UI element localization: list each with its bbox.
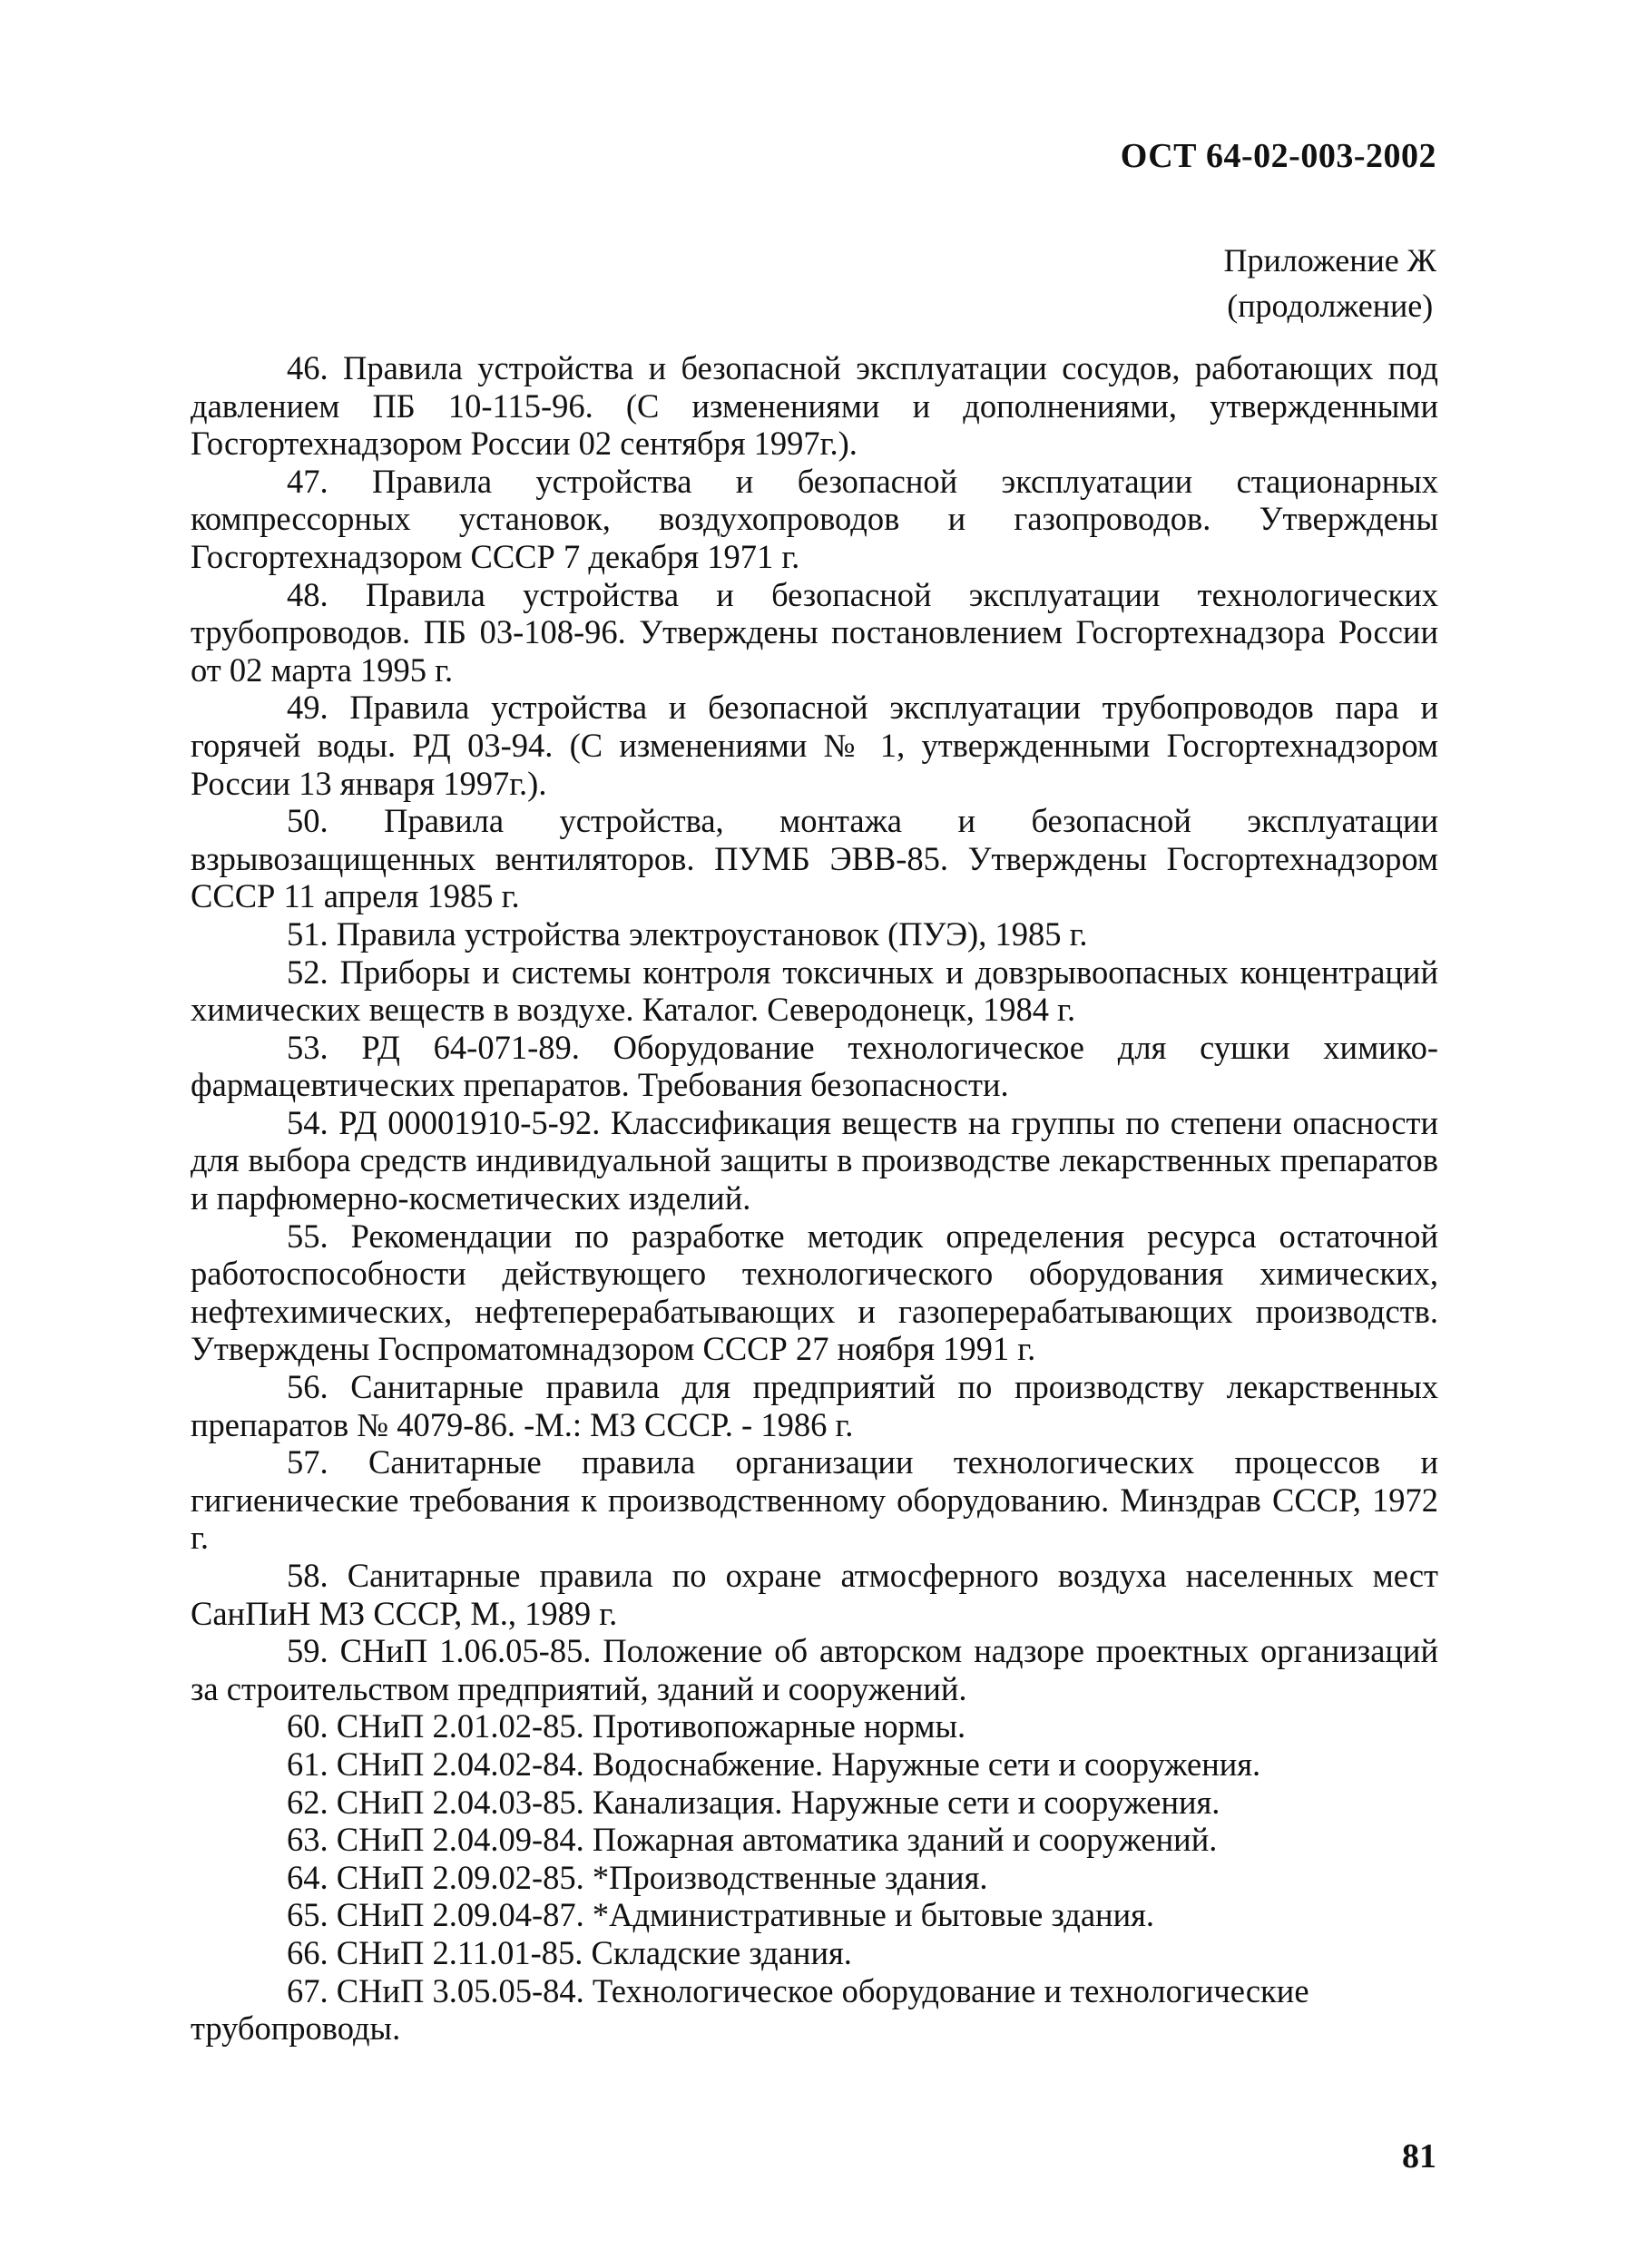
appendix-heading	[1224, 238, 1436, 328]
list-item	[191, 1104, 1438, 1217]
page-number: 81	[1402, 2137, 1436, 2175]
list-item	[191, 689, 1438, 802]
item-number: 63.	[287, 1821, 328, 1859]
item-number: 55.	[287, 1217, 328, 1255]
item-text: СНиП 2.09.02-85. *Производственные здания.	[336, 1858, 988, 1896]
list-item	[191, 1745, 1438, 1784]
item-number: 53.	[287, 1028, 328, 1066]
list-item	[191, 349, 1438, 463]
item-number: 61.	[287, 1745, 328, 1783]
item-number: 54.	[287, 1103, 328, 1141]
item-text: СНиП 2.04.02-84. Водоснабжение. Наружные сети и сооружения.	[336, 1745, 1261, 1783]
appendix-note: (продолжение)	[1227, 288, 1434, 324]
list-item	[191, 1784, 1438, 1822]
item-text: Правила устройства, монтажа и безопасной эксплуатации взрывозащищенных вентиляторов. ПУМБ ЭВВ-85. Утверждены Госгортехнадзором СССР 11 апреля 1985 г.	[191, 802, 1439, 915]
list-item	[191, 1972, 1438, 2048]
list-item	[191, 1896, 1438, 1934]
item-text: Санитарные правила организации технологических процессов и гигиенические требования к производственному оборудованию. Минздрав СССР, 1972 г.	[191, 1443, 1438, 1557]
list-item	[191, 1821, 1438, 1859]
document-code: ОСТ 64-02-003-2002	[1120, 137, 1436, 175]
item-text: РД 64-071-89. Оборудование технологическое для сушки химико-фармацевтических препаратов. Требования безопасности.	[191, 1028, 1439, 1104]
item-text: РД 00001910-5-92. Классификация веществ на группы по степени опасности для выбора средств индивидуальной защиты в производстве лекарственных препаратов и парфюмерно-косметических изделий.	[191, 1103, 1438, 1217]
list-item	[191, 1368, 1438, 1443]
item-text: Приборы и системы контроля токсичных и довзрывоопасных концентраций химических веществ в воздухе. Каталог. Северодонецк, 1984 г.	[191, 953, 1438, 1029]
item-number: 52.	[287, 953, 328, 991]
appendix-title: Приложение Ж	[1223, 242, 1436, 279]
item-number: 48.	[287, 575, 328, 613]
item-number: 50.	[287, 802, 328, 840]
item-text: Санитарные правила по охране атмосферного воздуха населенных мест СанПиН МЗ СССР, М., 1989 г.	[191, 1557, 1439, 1632]
item-number: 62.	[287, 1783, 328, 1821]
item-text: Правила устройства электроустановок (ПУЭ), 1985 г.	[336, 914, 1088, 953]
list-item	[191, 1632, 1438, 1707]
item-text: Правила устройства и безопасной эксплуатации стационарных компрессорных установок, воздухопроводов и газопроводов. Утверждены Госгортехнадзором СССР 7 декабря 1971 г.	[191, 462, 1439, 575]
item-text: Правила устройства и безопасной эксплуатации трубопроводов пара и горячей воды. РД 03-94. (С изменениями № 1, утвержденными Госгортехнадзором России 13 января 1997г.).	[191, 689, 1439, 802]
item-text: СНиП 2.01.02-85. Противопожарные нормы.	[336, 1707, 966, 1745]
item-text: Рекомендации по разработке методик определения ресурса остаточной работоспособности действующего технологического оборудования химических, нефтехимических, нефтеперерабатывающих и газоперерабатывающих производств. Утверждены Госпроматомнадзором СССР 27 ноября 1991 г.	[191, 1217, 1439, 1368]
list-item	[191, 1557, 1438, 1632]
list-item	[191, 953, 1438, 1029]
item-text: СНиП 2.04.09-84. Пожарная автоматика зданий и сооружений.	[336, 1821, 1218, 1859]
list-item	[191, 1443, 1438, 1557]
list-item	[191, 915, 1438, 953]
item-text: СНиП 2.09.04-87. *Административные и бытовые здания.	[336, 1896, 1155, 1934]
list-item	[191, 1707, 1438, 1745]
item-text: Правила устройства и безопасной эксплуатации сосудов, работающих под давлением ПБ 10-115-96. (С изменениями и дополнениями, утвержденными Госгортехнадзором России 02 сентября 1997г.).	[191, 349, 1438, 463]
item-text: СНиП 2.04.03-85. Канализация. Наружные сети и сооружения.	[336, 1783, 1220, 1821]
item-text: СНиП 3.05.05-84. Технологическое оборудование и технологические трубопроводы.	[191, 1971, 1309, 2048]
item-number: 56.	[287, 1368, 328, 1406]
item-text: Правила устройства и безопасной эксплуатации технологических трубопроводов. ПБ 03-108-96. Утверждены постановлением Госгортехнадзора России от 02 марта 1995 г.	[191, 575, 1439, 689]
item-text: СНиП 2.11.01-85. Складские здания.	[336, 1933, 852, 1971]
list-item	[191, 1859, 1438, 1897]
item-number: 66.	[287, 1933, 328, 1971]
item-number: 49.	[287, 689, 328, 727]
item-number: 47.	[287, 462, 328, 500]
reference-list	[191, 349, 1438, 2048]
list-item	[191, 463, 1438, 576]
item-number: 60.	[287, 1707, 328, 1745]
item-number: 51.	[287, 914, 328, 953]
item-number: 57.	[287, 1443, 328, 1481]
item-text: Санитарные правила для предприятий по производству лекарственных препаратов № 4079-86. -М.: МЗ СССР. - 1986 г.	[191, 1368, 1438, 1443]
item-number: 46.	[287, 349, 328, 386]
item-number: 58.	[287, 1557, 328, 1594]
list-item	[191, 576, 1438, 689]
list-item	[191, 1934, 1438, 1972]
item-number: 67.	[287, 1971, 328, 2009]
item-number: 64.	[287, 1858, 328, 1896]
item-number: 65.	[287, 1896, 328, 1934]
list-item	[191, 802, 1438, 915]
list-item	[191, 1029, 1438, 1104]
list-item	[191, 1217, 1438, 1368]
item-text: СНиП 1.06.05-85. Положение об авторском надзоре проектных организаций за строительством предприятий, зданий и сооружений.	[191, 1632, 1438, 1707]
item-number: 59.	[287, 1632, 328, 1670]
